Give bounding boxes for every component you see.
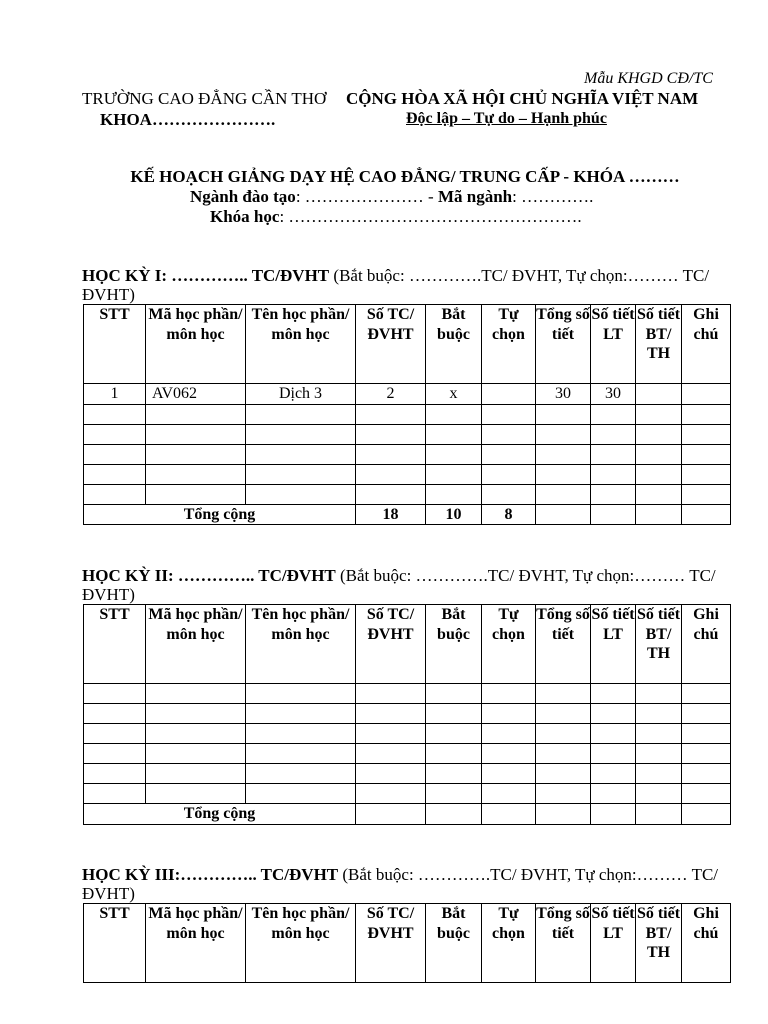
cell-elective (482, 444, 536, 464)
semester-2-table (83, 604, 731, 825)
cell-stt (84, 424, 146, 444)
cell-required (426, 704, 482, 724)
major-value: : ………………… - (295, 187, 438, 206)
faculty-line: KHOA…………………. (100, 110, 276, 129)
total-theory (591, 504, 636, 525)
cell-course-name (246, 724, 356, 744)
cell-total-hours (536, 764, 591, 784)
cell-total-hours (536, 704, 591, 724)
semester-2-credits-note: (Bắt buộc: ………….TC/ ĐVHT, Tự chọn:……… TC/ ĐVHT) (82, 566, 716, 604)
column-header-practice-hours: Số tiết BT/ TH (636, 904, 682, 983)
cell-course-name (246, 764, 356, 784)
cell-notes (682, 744, 731, 764)
cell-theory-hours (591, 444, 636, 464)
cell-course-name (246, 444, 356, 464)
cell-total-hours (536, 404, 591, 424)
cell-total-hours (536, 724, 591, 744)
cell-notes (682, 444, 731, 464)
total-hours (536, 804, 591, 825)
cell-theory-hours (591, 484, 636, 504)
course-value: : ……………………………………………. (279, 207, 582, 226)
cell-course-name (246, 484, 356, 504)
semester-3-heading (82, 865, 732, 903)
column-header-course-code: Mã học phần/ môn học (146, 605, 246, 684)
course-label: Khóa học (210, 207, 280, 226)
cell-notes (682, 464, 731, 484)
cell-course-code (146, 444, 246, 464)
cell-stt (84, 784, 146, 804)
cell-theory-hours (591, 404, 636, 424)
column-header-elective: Tự chọn (482, 305, 536, 384)
cell-credits (356, 744, 426, 764)
major-label: Ngành đào tạo (190, 187, 296, 206)
column-header-notes: Ghi chú (682, 904, 731, 983)
cell-credits (356, 684, 426, 704)
cell-stt (84, 484, 146, 504)
major-code-value: : …………. (512, 187, 594, 206)
column-header-course-code: Mã học phần/ môn học (146, 305, 246, 384)
cell-course-code: AV062 (146, 384, 246, 405)
total-practice (636, 804, 682, 825)
column-header-notes: Ghi chú (682, 605, 731, 684)
cell-stt (84, 464, 146, 484)
column-header-elective: Tự chọn (482, 605, 536, 684)
cell-practice-hours (636, 784, 682, 804)
cell-required (426, 784, 482, 804)
cell-required (426, 444, 482, 464)
major-code-label: Mã ngành (437, 187, 513, 206)
cell-practice-hours (636, 764, 682, 784)
column-header-course-name: Tên học phần/ môn học (246, 605, 356, 684)
column-header-credits: Số TC/ ĐVHT (356, 605, 426, 684)
column-header-theory-hours: Số tiết LT (591, 605, 636, 684)
cell-practice-hours (636, 724, 682, 744)
column-header-stt: STT (84, 605, 146, 684)
semester-2-heading (82, 566, 732, 604)
cell-course-name (246, 464, 356, 484)
form-code: Mẫu KHGD CĐ/TC (584, 70, 713, 87)
cell-theory-hours (591, 684, 636, 704)
cell-required (426, 724, 482, 744)
semester-3-credits-note: (Bắt buộc: ………….TC/ ĐVHT, Tự chọn:……… TC/ ĐVHT) (82, 865, 719, 903)
cell-course-name (246, 744, 356, 764)
cell-theory-hours: 30 (591, 384, 636, 405)
cell-theory-hours (591, 744, 636, 764)
cell-stt (84, 744, 146, 764)
cell-notes (682, 704, 731, 724)
semester-1-table (83, 304, 731, 525)
semester-3-table (83, 903, 731, 983)
cell-total-hours (536, 464, 591, 484)
column-header-practice-hours: Số tiết BT/ TH (636, 305, 682, 384)
semester-1-credits-note: (Bắt buộc: ………….TC/ ĐVHT, Tự chọn:……… TC/ ĐVHT) (82, 266, 710, 304)
cell-practice-hours (636, 384, 682, 405)
cell-practice-hours (636, 684, 682, 704)
cell-course-name (246, 704, 356, 724)
cell-course-code (146, 684, 246, 704)
column-header-theory-hours: Số tiết LT (591, 305, 636, 384)
cell-practice-hours (636, 424, 682, 444)
cell-elective (482, 684, 536, 704)
cell-course-name (246, 424, 356, 444)
cell-stt (84, 404, 146, 424)
table-row (84, 704, 731, 724)
total-credits (356, 804, 426, 825)
column-header-credits: Số TC/ ĐVHT (356, 904, 426, 983)
total-credits: 18 (356, 504, 426, 525)
cell-credits (356, 444, 426, 464)
table-row (84, 784, 731, 804)
cell-stt (84, 724, 146, 744)
cell-course-name (246, 684, 356, 704)
cell-required (426, 684, 482, 704)
cell-theory-hours (591, 424, 636, 444)
cell-total-hours: 30 (536, 384, 591, 405)
header-row (84, 305, 731, 384)
cell-course-code (146, 484, 246, 504)
column-header-stt: STT (84, 305, 146, 384)
cell-elective (482, 464, 536, 484)
cell-credits (356, 764, 426, 784)
cell-theory-hours (591, 784, 636, 804)
cell-theory-hours (591, 764, 636, 784)
major-line (190, 187, 593, 207)
total-elective: 8 (482, 504, 536, 525)
cell-elective (482, 704, 536, 724)
cell-notes (682, 424, 731, 444)
column-header-notes: Ghi chú (682, 305, 731, 384)
cell-practice-hours (636, 464, 682, 484)
cell-notes (682, 404, 731, 424)
table-row (84, 424, 731, 444)
total-notes (682, 804, 731, 825)
cell-credits (356, 484, 426, 504)
cell-practice-hours (636, 444, 682, 464)
cell-practice-hours (636, 404, 682, 424)
cell-theory-hours (591, 704, 636, 724)
table-row (84, 744, 731, 764)
total-required: 10 (426, 504, 482, 525)
semester-1-heading (82, 266, 732, 304)
cell-notes (682, 764, 731, 784)
cell-required (426, 764, 482, 784)
cell-course-code (146, 704, 246, 724)
document-title: KẾ HOẠCH GIẢNG DẠY HỆ CAO ĐẲNG/ TRUNG CẤP - KHÓA ……… (130, 167, 680, 186)
column-header-total-hours: Tổng số tiết (536, 605, 591, 684)
cell-course-code (146, 784, 246, 804)
cell-credits: 2 (356, 384, 426, 405)
column-header-course-name: Tên học phần/ môn học (246, 305, 356, 384)
cell-course-name (246, 404, 356, 424)
cell-required (426, 464, 482, 484)
column-header-elective: Tự chọn (482, 904, 536, 983)
cell-credits (356, 404, 426, 424)
table-row (84, 444, 731, 464)
total-label: Tổng cộng (84, 504, 356, 525)
semester-2-title: HỌC KỲ II: ………….. TC/ĐVHT (82, 566, 336, 585)
table-row (84, 764, 731, 784)
cell-notes (682, 384, 731, 405)
cell-practice-hours (636, 704, 682, 724)
cell-total-hours (536, 444, 591, 464)
cell-course-name (246, 784, 356, 804)
total-theory (591, 804, 636, 825)
cell-notes (682, 684, 731, 704)
column-header-required: Bắt buộc (426, 605, 482, 684)
cell-credits (356, 724, 426, 744)
column-header-stt: STT (84, 904, 146, 983)
cell-total-hours (536, 744, 591, 764)
cell-required (426, 424, 482, 444)
total-notes (682, 504, 731, 525)
cell-elective (482, 784, 536, 804)
semester-3-title: HỌC KỲ III:………….. TC/ĐVHT (82, 865, 339, 884)
cell-notes (682, 484, 731, 504)
cell-total-hours (536, 484, 591, 504)
cell-credits (356, 424, 426, 444)
total-label: Tổng cộng (84, 804, 356, 825)
table-row (84, 724, 731, 744)
column-header-total-hours: Tổng số tiết (536, 904, 591, 983)
cell-credits (356, 464, 426, 484)
cell-course-code (146, 744, 246, 764)
cell-elective (482, 404, 536, 424)
cell-course-code (146, 424, 246, 444)
cell-theory-hours (591, 724, 636, 744)
total-elective (482, 804, 536, 825)
republic-name: CỘNG HÒA XÃ HỘI CHỦ NGHĨA VIỆT NAM (346, 89, 699, 108)
total-hours (536, 504, 591, 525)
cell-course-code (146, 464, 246, 484)
table-row (84, 684, 731, 704)
cell-elective (482, 764, 536, 784)
cell-practice-hours (636, 484, 682, 504)
cell-credits (356, 704, 426, 724)
cell-stt (84, 444, 146, 464)
cell-required: x (426, 384, 482, 405)
column-header-practice-hours: Số tiết BT/ TH (636, 605, 682, 684)
school-name: TRƯỜNG CAO ĐẲNG CẦN THƠ (82, 89, 327, 108)
cell-elective (482, 424, 536, 444)
cell-total-hours (536, 784, 591, 804)
cell-practice-hours (636, 744, 682, 764)
column-header-theory-hours: Số tiết LT (591, 904, 636, 983)
total-required (426, 804, 482, 825)
cell-elective (482, 724, 536, 744)
cell-notes (682, 724, 731, 744)
cell-stt: 1 (84, 384, 146, 405)
cell-course-code (146, 724, 246, 744)
column-header-required: Bắt buộc (426, 305, 482, 384)
cell-total-hours (536, 684, 591, 704)
cell-stt (84, 704, 146, 724)
cell-elective (482, 744, 536, 764)
cell-notes (682, 784, 731, 804)
course-line (210, 207, 582, 227)
cell-stt (84, 684, 146, 704)
cell-elective (482, 484, 536, 504)
cell-total-hours (536, 424, 591, 444)
total-row (84, 504, 731, 525)
table-row (84, 464, 731, 484)
column-header-course-code: Mã học phần/ môn học (146, 904, 246, 983)
column-header-credits: Số TC/ ĐVHT (356, 305, 426, 384)
total-practice (636, 504, 682, 525)
total-row (84, 804, 731, 825)
cell-credits (356, 784, 426, 804)
column-header-course-name: Tên học phần/ môn học (246, 904, 356, 983)
cell-elective (482, 384, 536, 405)
cell-course-name: Dịch 3 (246, 384, 356, 405)
cell-required (426, 744, 482, 764)
cell-required (426, 484, 482, 504)
cell-theory-hours (591, 464, 636, 484)
table-row (84, 404, 731, 424)
national-motto: Độc lập – Tự do – Hạnh phúc (406, 110, 607, 127)
column-header-total-hours: Tổng số tiết (536, 305, 591, 384)
cell-course-code (146, 764, 246, 784)
header-row (84, 605, 731, 684)
cell-course-code (146, 404, 246, 424)
column-header-required: Bắt buộc (426, 904, 482, 983)
cell-required (426, 404, 482, 424)
table-row (84, 484, 731, 504)
table-row (84, 384, 731, 405)
semester-1-title: HỌC KỲ I: ………….. TC/ĐVHT (82, 266, 330, 285)
header-row (84, 904, 731, 983)
cell-stt (84, 764, 146, 784)
